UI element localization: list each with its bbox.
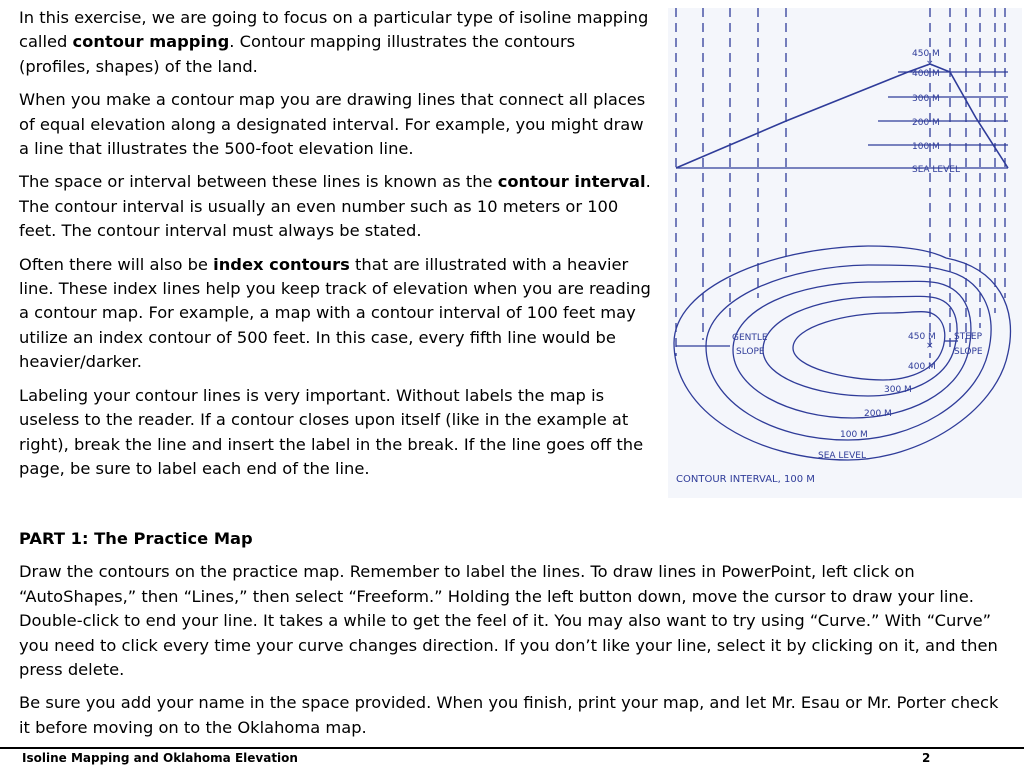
contour-diagram (668, 8, 1022, 498)
map-label-peak: 450 M (908, 332, 936, 342)
map-label-200: 200 M (864, 409, 892, 419)
profile-label-400: 400 M (912, 69, 940, 79)
projection-lines (676, 8, 1005, 358)
map-label-300: 300 M (884, 385, 912, 395)
contour-diagram-svg (668, 8, 1022, 498)
map-label-sea: SEA LEVEL (818, 451, 866, 461)
intro-paragraph-4: Often there will also be index contours that are illustrated with a heavier line. These index lines help you keep track of elevation when you are reading a contour map. For example, a map with a contour interval of 100 feet may utilize an index contour of 500 feet. In this case, every fifth line would be heavier/darker. (19, 254, 651, 372)
profile-label-450: 450 M (912, 49, 940, 59)
footer-divider (0, 747, 1024, 749)
map-label-gentle: GENTLE (732, 333, 768, 343)
part1-heading: PART 1: The Practice Map (19, 529, 253, 548)
intro-paragraph-2: When you make a contour map you are drawing lines that connect all places of equal elevation along a designated interval. For example, you might draw a line that illustrates the 500-foot elevation line. (19, 90, 646, 159)
map-label-400: 400 M (908, 362, 936, 372)
page-number: 2 (922, 751, 931, 765)
intro-text (19, 6, 651, 481)
contour-200 (733, 281, 971, 418)
intro-paragraph-3: The space or interval between these lines is known as the contour interval. The contour interval is usually an even number such as 10 meters or 100 feet. The contour interval must always be stated. (19, 172, 651, 241)
part1-paragraph-1: Draw the contours on the practice map. Remember to label the lines. To draw lines in PowerPoint, left click on “AutoShapes,” then “Lines,” then select “Freeform.” Holding the left button down, move the cursor to draw your line. Double-click to end your line. It takes a while to get the feel of it. You may also want to try using “Curve.” With “Curve” you need to click every time your curve changes direction. If you don’t like your line, select it by clicking on it, and then press delete. (19, 562, 998, 680)
profile-label-100: 100 M (912, 142, 940, 152)
map-label-slope-left: SLOPE (736, 347, 765, 357)
map-label-100: 100 M (840, 430, 868, 440)
contour-interval-caption: CONTOUR INTERVAL, 100 M (676, 474, 815, 485)
map-label-slope-right: SLOPE (954, 347, 983, 357)
intro-paragraph-1: In this exercise, we are going to focus on a particular type of isoline mapping called contour mapping. Contour mapping illustrates the contours (profiles, shapes) of the land. (19, 8, 649, 76)
intro-paragraph-5: Labeling your contour lines is very important. Without labels the map is useless to the reader. If a contour closes upon itself (like in the example at right), break the line and insert the label in the break. If the line goes off the page, be sure to label each end of the line. (19, 385, 644, 478)
profile-label-200: 200 M (912, 118, 940, 128)
profile-peak-marker: × (926, 59, 934, 69)
elevation-profile (676, 64, 1008, 168)
part1-section (19, 527, 1009, 749)
map-label-steep: STEEP (954, 332, 983, 342)
profile-label-sea: SEA LEVEL (912, 165, 960, 175)
profile-label-300: 300 M (912, 94, 940, 104)
map-peak-marker: × (926, 341, 934, 351)
part1-paragraph-2: Be sure you add your name in the space provided. When you finish, print your map, and let Mr. Esau or Mr. Porter check it before moving on to the Oklahoma map. (19, 693, 999, 737)
footer-title: Isoline Mapping and Oklahoma Elevation (22, 751, 298, 765)
